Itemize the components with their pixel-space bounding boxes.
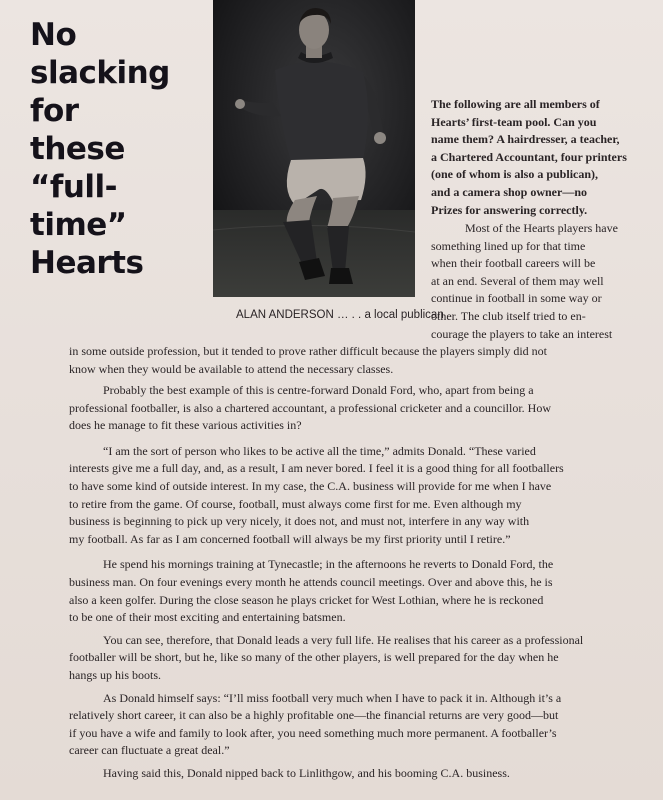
paragraph-line: other. The club itself tried to en- [431, 308, 586, 323]
headline [30, 16, 210, 282]
intro-line: and a camera shop owner—no [431, 184, 588, 199]
headline-line: slacking [30, 55, 170, 91]
footballer-illustration [213, 0, 415, 297]
paragraph-line: my football. As far as I am concerned football will always be my first priority until I retire.” [69, 531, 511, 546]
paragraph-line: footballer will be short, but he, like so many of the other players, is well prepared for the day when he [69, 650, 559, 665]
paragraph-line: to be one of their most exciting and entertaining batsmen. [69, 610, 346, 625]
headline-line: “full-time” [30, 169, 127, 243]
paragraph-line: business man. On four evenings every month he attends council meetings. Over and above this, he is [69, 574, 553, 589]
paragraph-line: “I am the sort of person who likes to be active all the time,” admits Donald. “These varied [103, 443, 536, 458]
intro-paragraph [431, 96, 663, 219]
paragraph-line: also a keen golfer. During the close season he plays cricket for West Lothian, where he is reckoned [69, 592, 544, 607]
right-column-paragraph [431, 220, 663, 343]
paragraph-line: Having said this, Donald nipped back to Linlithgow, and his booming C.A. business. [103, 765, 510, 780]
intro-line: Hearts’ first-team pool. Can you [431, 114, 597, 129]
paragraph-line: know when they would be available to attend the necessary classes. [69, 361, 394, 376]
paragraph-line: professional footballer, is also a chartered accountant, a professional cricketer and a councillor. How [69, 400, 551, 415]
intro-line: name them? A hairdresser, a teacher, [431, 132, 620, 147]
paragraph-line: hangs up his boots. [69, 667, 162, 682]
intro-line: a Chartered Accountant, four printers [431, 149, 627, 164]
paragraph-line: He spend his mornings training at Tynecastle; in the afternoons he reverts to Donald Ford, the [103, 557, 554, 572]
headline-line: No [30, 17, 77, 53]
paragraph-line: to retire from the game. Of course, football, must always come first for me. Even although my [69, 496, 522, 511]
paragraph-line: if you have a wife and family to look after, you need something much more permanent. A footballer’s [69, 725, 557, 740]
paragraph-line: Most of the Hearts players have [465, 221, 618, 235]
paragraph-line: Probably the best example of this is centre-forward Donald Ford, who, apart from being a [103, 383, 534, 397]
paragraph-line: does he manage to fit these various activities in? [69, 418, 302, 433]
paragraph-line: interests give me a full day, and, as a result, I am never bored. I feel it is a good thing for all footballers [69, 461, 564, 476]
paragraph-line: to have some kind of outside interest. In my case, the C.A. business will provide for me when I have [69, 478, 552, 493]
paragraph-line: at an end. Several of them may well [431, 273, 604, 288]
headline-line: Hearts [30, 245, 144, 281]
intro-line: The following are all members of [431, 97, 600, 111]
article-body [69, 343, 663, 378]
paragraph-line: career can fluctuate a great deal.” [69, 743, 230, 758]
player-photo [213, 0, 415, 297]
show-through-print [430, 40, 663, 100]
paragraph-line: something lined up for that time [431, 238, 586, 253]
paragraph-line: courage the players to take an interest [431, 326, 613, 341]
paragraph-line: in some outside profession, but it tended to prove rather difficult because the players simply did not [69, 344, 548, 358]
paragraph-line: You can see, therefore, that Donald leads a very full life. He realises that his career as a professional [103, 632, 584, 647]
article-body-main [69, 382, 663, 782]
headline-line: these [30, 131, 125, 167]
paragraph-line: business is beginning to pick up very nicely, it does not, and must not, interfere in any way with [69, 514, 530, 529]
intro-line: (one of whom is also a publican), [431, 167, 599, 182]
headline-line: for [30, 93, 79, 129]
paragraph-line: continue in football in some way or [431, 291, 602, 306]
paragraph-line: relatively short career, it can also be a highly profitable one—the financial returns are very good—but [69, 708, 559, 723]
intro-line: Prizes for answering correctly. [431, 202, 588, 217]
photo-caption: ALAN ANDERSON … . . a local publican [236, 309, 444, 321]
paragraph-line: As Donald himself says: “I’ll miss football very much when I have to pack it in. Although it’s a [103, 690, 562, 705]
paragraph-line: when their football careers will be [431, 256, 596, 271]
